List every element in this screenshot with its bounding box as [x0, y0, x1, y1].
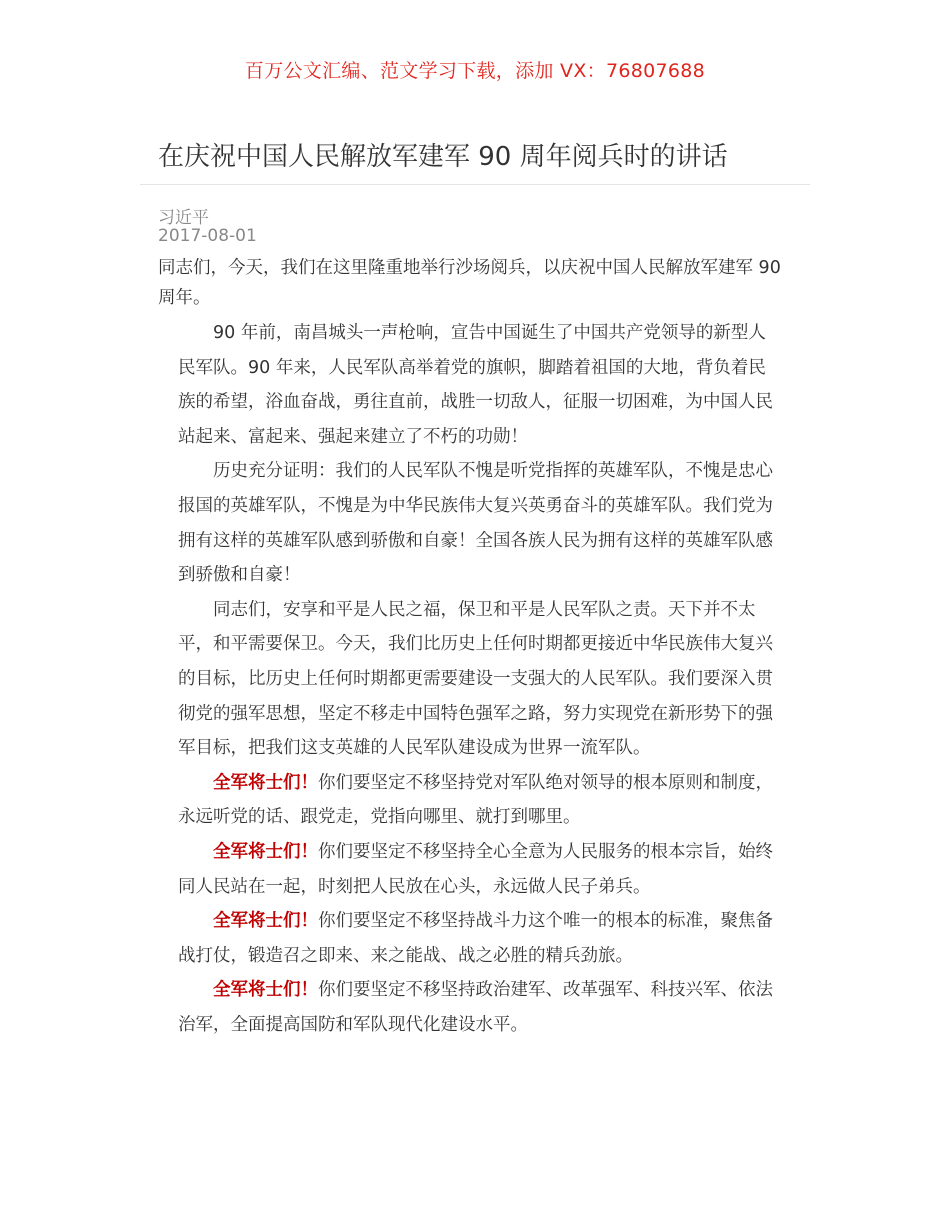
exhortation-text: 你们要坚定不移坚持党对军队绝对领导的根本原则和制度，永远听党的话、跟党走，党指向哪里、就打到哪里。 [178, 772, 773, 828]
intro-paragraph: 同志们，今天，我们在这里隆重地举行沙场阅兵，以庆祝中国人民解放军建军 90 周年。 [158, 258, 781, 308]
article-body [178, 316, 778, 1042]
exhortation-paragraph-1 [178, 766, 778, 835]
article-date: 2017-08-01 [158, 226, 257, 246]
body-paragraph-2: 历史充分证明：我们的人民军队不愧是听党指挥的英雄军队，不愧是忠心报国的英雄军队，不愧是为中华民族伟大复兴英勇奋斗的英雄军队。我们党为拥有这样的英雄军队感到骄傲和自豪！全国各族人民为拥有这样的英雄军队感到骄傲和自豪！ [178, 461, 773, 586]
exhortation-paragraph-2 [178, 835, 778, 904]
highlight-label: 全军将士们！ [213, 772, 318, 793]
body-paragraph-3: 同志们，安享和平是人民之福，保卫和平是人民军队之责。天下并不太平，和平需要保卫。今天，我们比历史上任何时期都更接近中华民族伟大复兴的目标，比历史上任何时期都更需要建设一支强大的人民军队。我们要深入贯彻党的强军思想，坚定不移走中国特色强军之路，努力实现党在新形势下的强军目标，把我们这支英雄的人民军队建设成为世界一流军队。 [178, 599, 773, 759]
exhortation-text: 你们要坚定不移坚持战斗力这个唯一的根本的标准，聚焦备战打仗，锻造召之即来、来之能战、战之必胜的精兵劲旅。 [178, 911, 773, 966]
title-divider [140, 184, 810, 185]
promo-banner: 百万公文汇编、范文学习下载，添加 VX：76807688 [244, 60, 706, 82]
exhortation-paragraph-3 [178, 904, 778, 973]
body-paragraph-1: 90 年前，南昌城头一声枪响，宣告中国诞生了中国共产党领导的新型人民军队。90 年来，人民军队高举着党的旗帜，脚踏着祖国的大地，背负着民族的希望，浴血奋战，勇往直前，战胜一切敌人，征服一切困难，为中国人民站起来、富起来、强起来建立了不朽的功勋！ [178, 323, 773, 447]
highlight-label: 全军将士们！ [213, 911, 318, 932]
exhortation-text: 你们要坚定不移坚持全心全意为人民服务的根本宗旨，始终同人民站在一起，时刻把人民放在心头，永远做人民子弟兵。 [178, 841, 773, 897]
article-author: 习近平 [158, 208, 209, 228]
highlight-label: 全军将士们！ [213, 980, 318, 1001]
highlight-label: 全军将士们！ [213, 841, 318, 862]
article-title: 在庆祝中国人民解放军建军 90 周年阅兵时的讲话 [158, 142, 728, 172]
exhortation-text: 你们要坚定不移坚持政治建军、改革强军、科技兴军、依法治军，全面提高国防和军队现代化建设水平。 [178, 980, 773, 1035]
exhortation-paragraph-4 [178, 973, 778, 1042]
